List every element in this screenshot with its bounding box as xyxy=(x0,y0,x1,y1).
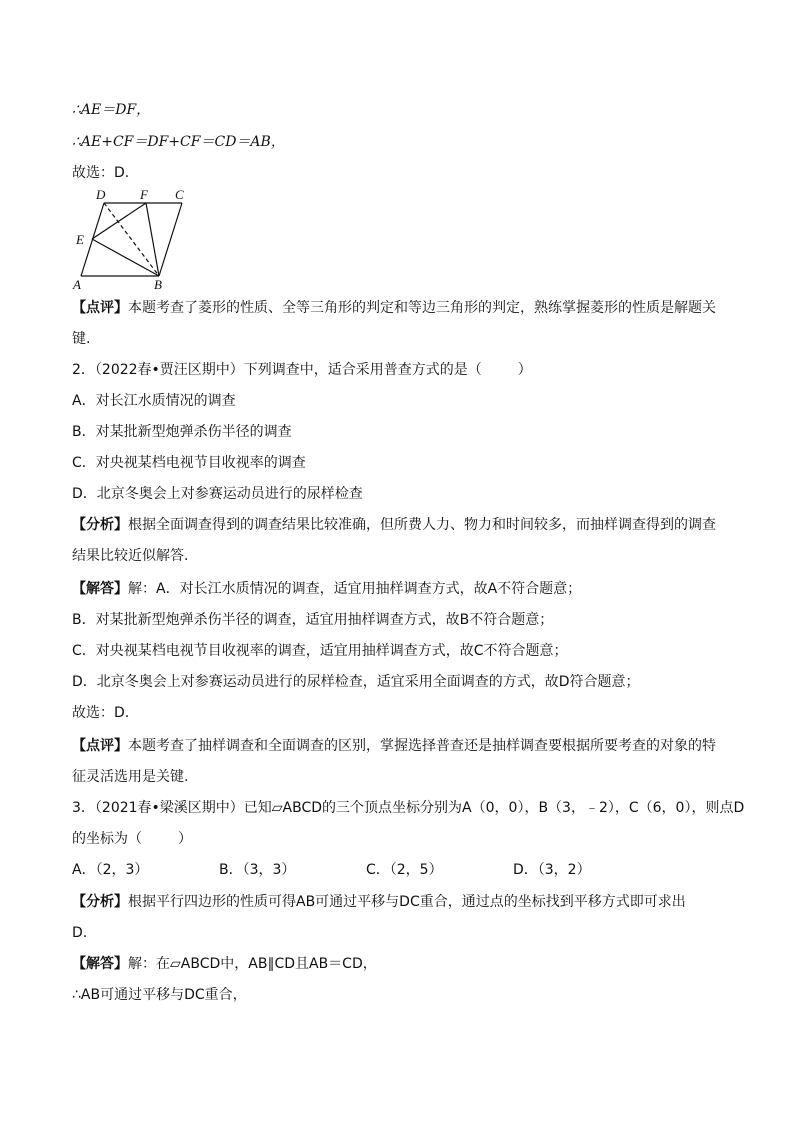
q3-stem-line-2 xyxy=(72,829,192,849)
proof-line-2: ∴AE+CF＝DF+CF＝CD＝AB， xyxy=(72,134,285,150)
q3-stem-text: 的坐标为（ xyxy=(72,831,142,847)
q2-analysis-tag: 【分析】 xyxy=(72,517,128,533)
q2-solution-tag: 【解答】 xyxy=(72,581,128,597)
q2-solution-line-2: B．对某批新型炮弹杀伤半径的调查，适宜用抽样调查方式，故B不符合题意； xyxy=(72,612,554,628)
segment-ef xyxy=(92,203,146,239)
comment-text: 本题考查了菱形的性质、全等三角形的判定和等边三角形的判定，熟练掌握菱形的性质是解题关 xyxy=(128,300,716,316)
q3-stem-line-1: 3．（2021春•梁溪区期中）已知▱ABCD的三个顶点坐标分别为A（0，0），B（3，﹣2），C（6，0），则点D xyxy=(72,800,745,816)
q2-analysis-line-1 xyxy=(72,515,716,535)
segment-fb xyxy=(146,203,159,276)
comment-tag: 【点评】 xyxy=(72,300,128,316)
q3-option-c: C．（2，5） xyxy=(366,862,443,878)
q3-analysis-line-1 xyxy=(72,892,686,912)
q2-comment-line-1 xyxy=(72,736,716,756)
q3-analysis-tag: 【分析】 xyxy=(72,894,128,910)
label-a: A xyxy=(73,277,81,292)
q3-analysis-line-2: D. xyxy=(72,925,88,941)
q3-option-b: B．（3，3） xyxy=(219,862,296,878)
answer-line: 故选：D. xyxy=(72,165,130,181)
q2-comment-text: 本题考查了抽样调查和全面调查的区别，掌握选择普查还是抽样调查要根据所要考查的对象的特 xyxy=(128,738,716,754)
q3-options xyxy=(72,860,660,880)
q3-option-d: D．（3，2） xyxy=(513,862,591,878)
q2-option-a: A．对长江水质情况的调查 xyxy=(72,393,236,409)
q2-solution-text: 解：A．对长江水质情况的调查，适宜用抽样调查方式，故A不符合题意； xyxy=(128,581,582,597)
q2-solution-line-3: C．对央视某档电视节目收视率的调查，适宜用抽样调查方式，故C不符合题意； xyxy=(72,643,568,659)
q2-solution-line-4: D．北京冬奥会上对参赛运动员进行的尿样检查，适宜采用全面调查的方式，故D符合题意； xyxy=(72,674,640,690)
q2-option-c: C．对央视某档电视节目收视率的调查 xyxy=(72,455,306,471)
diagonal-db-dashed xyxy=(104,203,159,276)
q3-solution-line-1 xyxy=(72,954,377,974)
q2-option-d: D．北京冬奥会上对参赛运动员进行的尿样检查 xyxy=(72,486,363,502)
comment-line-2: 键. xyxy=(72,331,91,347)
label-b: B xyxy=(154,277,162,292)
q3-stem-close: ） xyxy=(178,831,192,847)
q2-solution-line-1 xyxy=(72,579,581,599)
q3-solution-text: 解：在▱ABCD中，AB∥CD且AB＝CD， xyxy=(128,956,377,972)
q2-stem xyxy=(72,360,532,380)
q2-stem-close: ） xyxy=(517,362,532,378)
q2-comment-tag: 【点评】 xyxy=(72,738,128,754)
q3-solution-line-2: ∴AB可通过平移与DC重合， xyxy=(72,987,247,1003)
q2-comment-line-2: 征灵活选用是关键. xyxy=(72,769,189,785)
label-f: F xyxy=(140,187,148,202)
label-e: E xyxy=(76,232,84,247)
proof-line-1: ∴AE＝DF， xyxy=(72,102,151,118)
comment-line-1 xyxy=(72,298,716,318)
q3-option-a: A．（2，3） xyxy=(72,862,149,878)
q3-analysis-text: 根据平行四边形的性质可得AB可通过平移与DC重合，通过点的坐标找到平移方式即可求出 xyxy=(128,894,686,910)
label-c: C xyxy=(175,187,184,202)
q2-analysis-line-2: 结果比较近似解答. xyxy=(72,548,189,564)
q3-solution-tag: 【解答】 xyxy=(72,956,128,972)
label-d: D xyxy=(96,187,106,202)
q2-stem-text: 2．（2022春•贾汪区期中）下列调查中，适合采用普查方式的是（ xyxy=(72,362,482,378)
rhombus-figure xyxy=(70,185,210,295)
side-bc xyxy=(159,203,182,276)
q2-answer: 故选：D. xyxy=(72,705,130,721)
q2-option-b: B．对某批新型炮弹杀伤半径的调查 xyxy=(72,424,292,440)
segment-eb xyxy=(92,239,159,276)
q2-analysis-text: 根据全面调查得到的调查结果比较准确，但所费人力、物力和时间较多，而抽样调查得到的调查 xyxy=(128,517,716,533)
